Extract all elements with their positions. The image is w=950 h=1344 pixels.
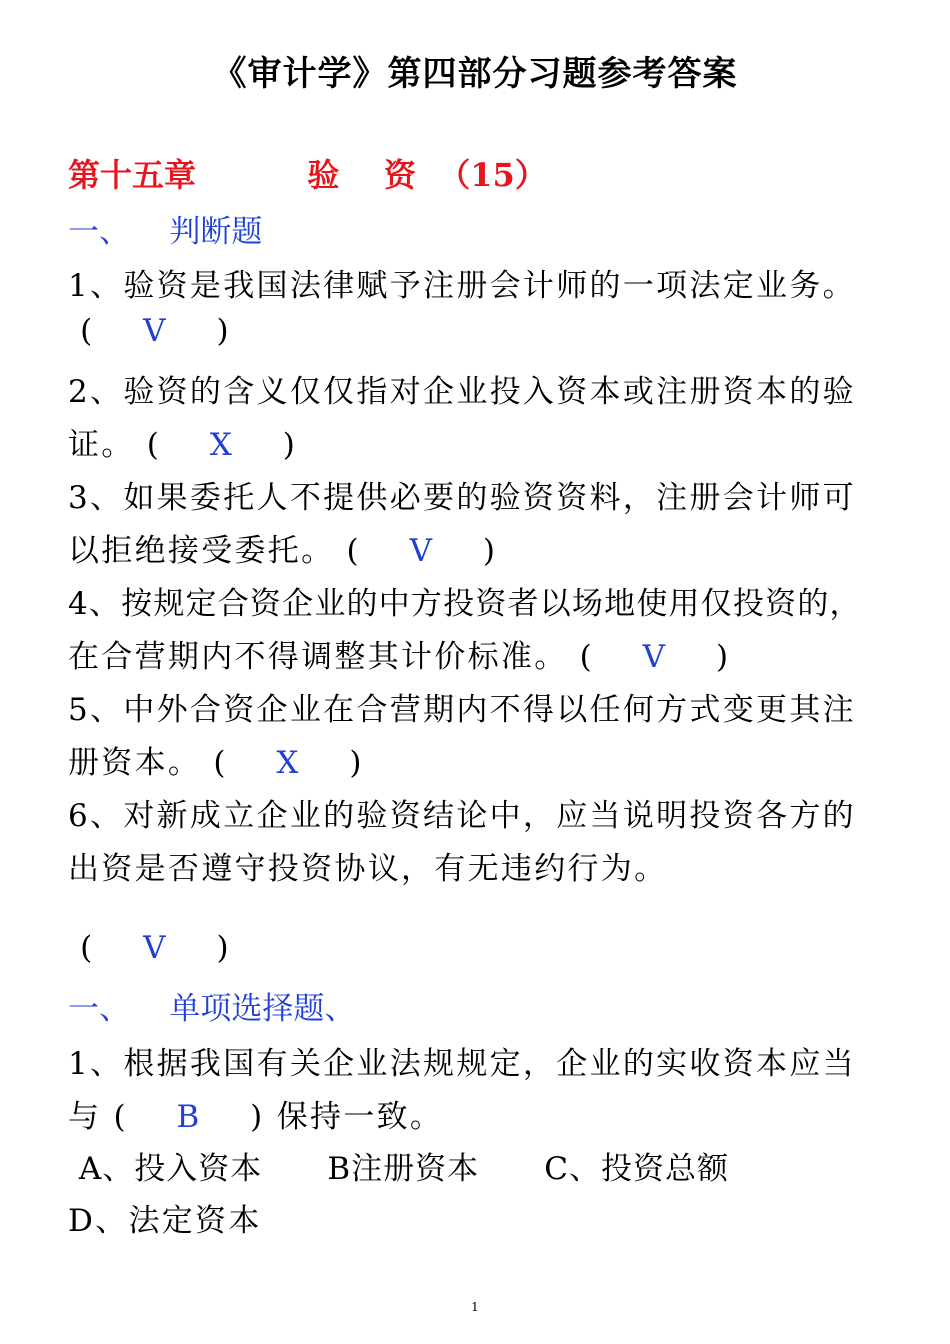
answer-value: X xyxy=(276,745,301,781)
answer-suffix: ) xyxy=(167,313,231,349)
judgment-question-2: 2、验资的含义仅仅指对企业投入资本或注册资本的验 xyxy=(68,374,856,410)
judgment-answer-line-6 xyxy=(68,930,231,966)
answer-prefix: 在合营期内不得调整其计价标准。 ( xyxy=(68,639,643,675)
answer-value: V xyxy=(409,533,435,569)
answer-prefix: ( xyxy=(68,930,144,966)
judgment-question-5: 5、中外合资企业在合营期内不得以任何方式变更其注 xyxy=(68,692,856,728)
answer-value: B xyxy=(176,1099,202,1135)
judgment-question-4: 4、按规定合资企业的中方投资者以场地使用仅投资的， xyxy=(68,586,862,622)
answer-prefix: 证。 ( xyxy=(68,427,210,463)
answer-value: V xyxy=(642,639,668,675)
judgment-question-6-line-1: 6、对新成立企业的验资结论中，应当说明投资各方的 xyxy=(68,798,856,834)
page-number: 1 xyxy=(471,1300,479,1314)
answer-value: V xyxy=(143,313,168,349)
section-single-choice-heading: 一、 单项选择题、 xyxy=(68,991,356,1027)
choice-question-1: 1、根据我国有关企业法规规定，企业的实收资本应当 xyxy=(68,1046,856,1082)
choice-options-line-2: D、法定资本 xyxy=(68,1203,262,1239)
answer-prefix: 册资本。 ( xyxy=(68,745,277,781)
section-judgment-heading: 一、 判断题 xyxy=(68,214,263,250)
judgment-question-6-line-2: 出资是否遵守投资协议，有无违约行为。 xyxy=(68,851,668,887)
answer-value: V xyxy=(143,930,168,966)
answer-value: X xyxy=(209,427,235,463)
answer-prefix: ( xyxy=(68,313,144,349)
answer-suffix: ) xyxy=(667,639,731,675)
judgment-answer-line-3 xyxy=(68,525,497,570)
answer-suffix: ) 保持一致。 xyxy=(201,1099,444,1135)
choice-options-line-1: A、投入资本 B注册资本 C、投资总额 xyxy=(68,1151,729,1187)
chapter-heading: 第十五章 验 资 （15） xyxy=(68,156,547,194)
answer-suffix: ) xyxy=(234,427,298,463)
answer-suffix: ) xyxy=(300,745,364,781)
choice-answer-line-1 xyxy=(68,1091,443,1136)
page-title: 《审计学》第四部分习题参考答案 xyxy=(212,54,738,94)
answer-suffix: ) xyxy=(167,930,231,966)
judgment-question-3: 3、如果委托人不提供必要的验资资料，注册会计师可 xyxy=(68,480,856,516)
answer-prefix: 与 ( xyxy=(68,1099,177,1135)
judgment-answer-line-5 xyxy=(68,737,364,782)
judgment-answer-line-1 xyxy=(68,313,231,349)
answer-prefix: 以拒绝接受委托。 ( xyxy=(68,533,410,569)
judgment-answer-line-2 xyxy=(68,419,297,464)
judgment-answer-line-4 xyxy=(68,631,730,676)
judgment-question-1: 1、验资是我国法律赋予注册会计师的一项法定业务。 xyxy=(68,268,856,304)
answer-suffix: ) xyxy=(434,533,498,569)
